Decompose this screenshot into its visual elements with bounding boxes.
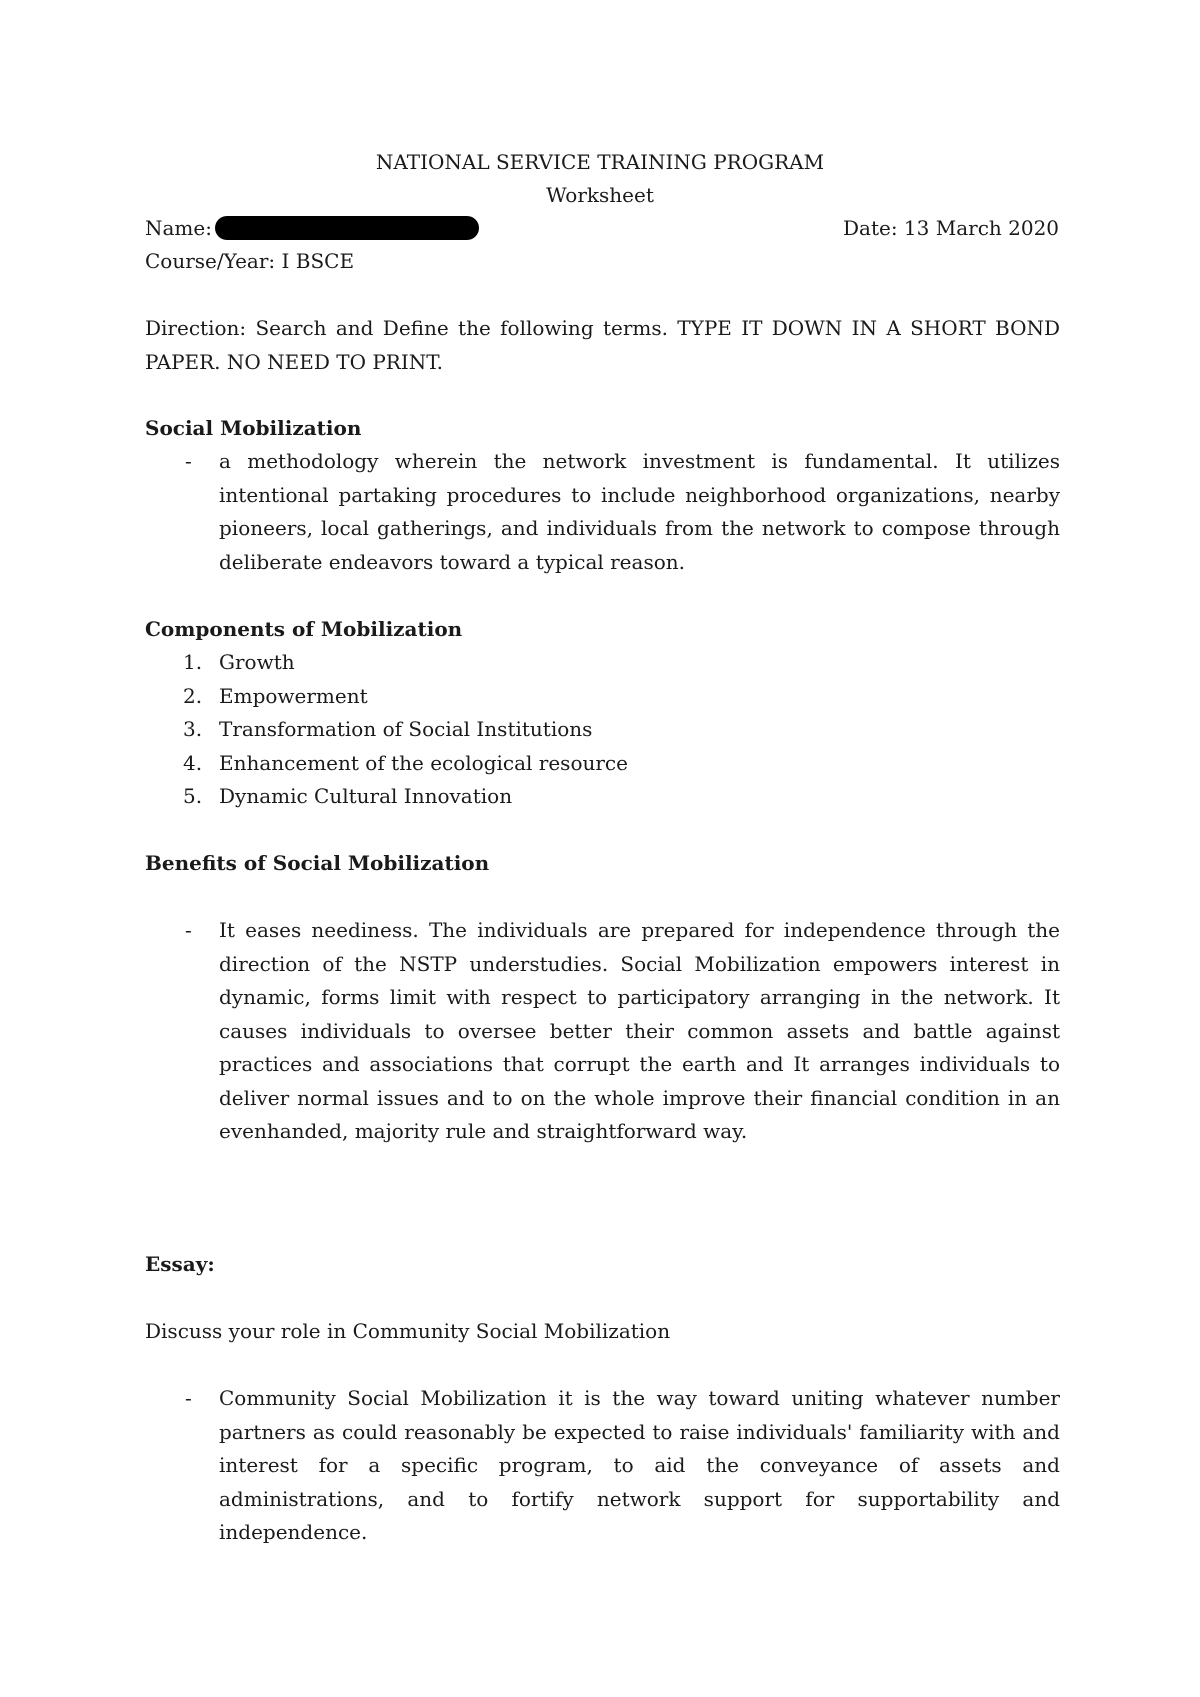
bullet-dash: - (185, 1386, 192, 1410)
list-item (170, 747, 970, 781)
course-year-field: Course/Year: I BSCE (145, 249, 355, 273)
essay-answer (145, 1382, 1060, 1550)
list-item-number: 2. (183, 683, 203, 708)
definition-text: a methodology wherein the network investment is fundamental. It utilizes intentional partaking procedures to include neighborhood organizations, nearby pioneers, local gatherings, and individuals from the network to compose through deliberate endeavors toward a typical reason. (219, 449, 1060, 574)
list-item (170, 680, 970, 714)
bullet-dash: - (185, 449, 192, 473)
date-field: Date: 13 March 2020 (843, 216, 1060, 240)
name-redaction (215, 216, 479, 240)
list-item-text: Dynamic Cultural Innovation (219, 784, 513, 808)
essay-heading: Essay: (145, 1252, 215, 1276)
list-item-number: 3. (183, 717, 203, 741)
list-item-text: Growth (219, 650, 295, 674)
list-item-number: 4. (183, 750, 203, 775)
essay-answer-text: Community Social Mobilization it is the way toward uniting whatever number partners as could reasonably be expected to raise individuals' familiarity with and interest for a specific program, to aid the conveyance of assets and administrations, and to fortify network support for supportability and independence. (219, 1386, 1060, 1544)
direction-text: Direction: Search and Define the following terms. TYPE IT DOWN IN A SHORT BOND PAPER. NO NEED TO PRINT. (145, 316, 1060, 374)
list-item (170, 646, 970, 680)
list-item-text: Enhancement of the ecological resource (219, 750, 628, 775)
list-item-number: 5. (183, 784, 203, 808)
essay-prompt: Discuss your role in Community Social Mobilization (145, 1319, 671, 1343)
list-item (170, 780, 970, 814)
components-heading: Components of Mobilization (145, 617, 463, 641)
list-item-text: Transformation of Social Institutions (219, 717, 593, 741)
name-label: Name: (145, 216, 212, 240)
list-item-text: Empowerment (219, 683, 368, 708)
benefits-heading: Benefits of Social Mobilization (145, 851, 490, 875)
benefits-item (145, 914, 1060, 1149)
social-mobilization-heading: Social Mobilization (145, 416, 362, 440)
list-item (170, 713, 970, 747)
document-title: NATIONAL SERVICE TRAINING PROGRAM (375, 150, 825, 174)
bullet-dash: - (185, 918, 192, 942)
social-mobilization-definition (145, 445, 1060, 579)
benefits-text: It eases neediness. The individuals are prepared for independence through the direction of the NSTP understudies. Social Mobilization empowers interest in dynamic, forms limit with respect to participatory arranging in the network. It causes individuals to oversee better their common assets and battle against practices and associations that corrupt the earth and It arranges individuals to deliver normal issues and to on the whole improve their financial condition in an evenhanded, majority rule and straightforward way. (219, 918, 1060, 1143)
list-item-number: 1. (183, 650, 203, 674)
document-subtitle: Worksheet (546, 183, 654, 207)
components-list (170, 646, 970, 814)
